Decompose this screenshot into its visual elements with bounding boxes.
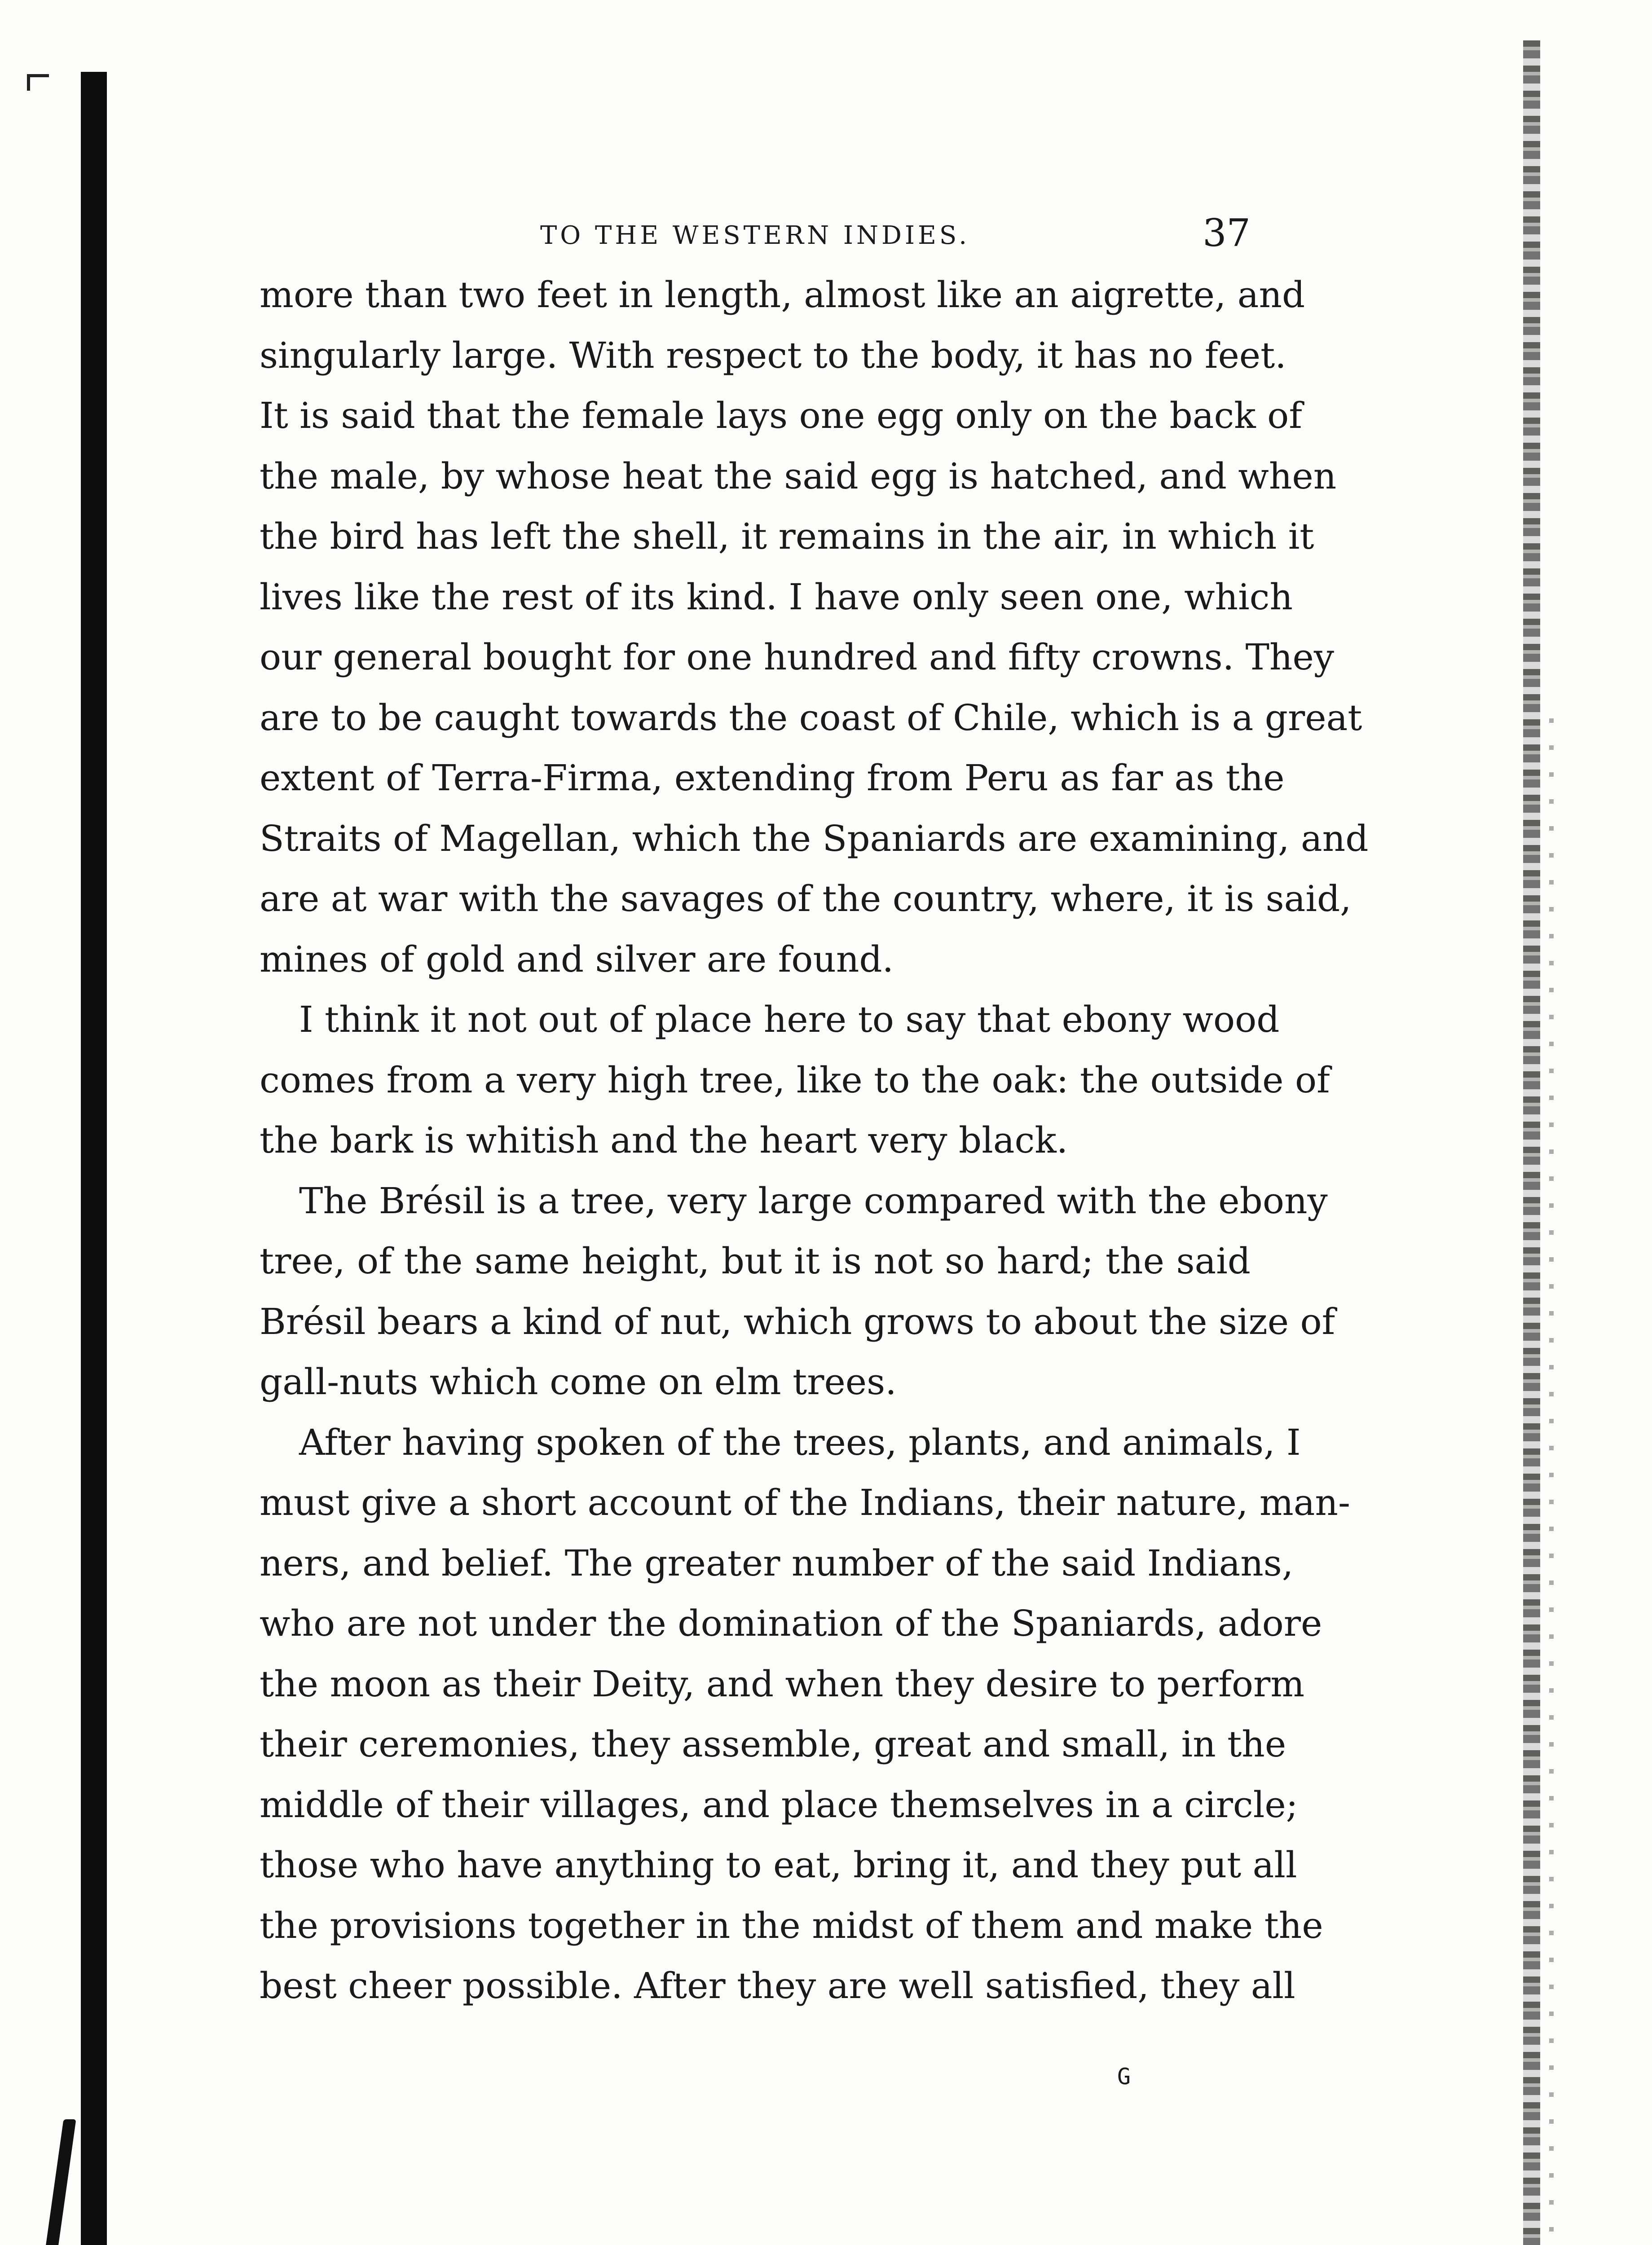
text-line: Straits of Magellan, which the Spaniards are examining, and: [260, 817, 1369, 859]
text-line: are to be caught towards the coast of Chile, which is a great: [260, 696, 1362, 739]
text-line: best cheer possible. After they are well satisfied, they all: [260, 1965, 1295, 2007]
paragraph: [260, 1413, 1350, 2016]
signature-mark: G: [1117, 2064, 1131, 2090]
text-line: middle of their villages, and place themselves in a circle;: [260, 1783, 1298, 1826]
page-edge-shadow: [1523, 40, 1540, 2245]
text-line: After having spoken of the trees, plants, and animals, I: [299, 1421, 1301, 1463]
text-line: comes from a very high tree, like to the oak: the outside of: [260, 1059, 1330, 1101]
text-line: the provisions together in the midst of them and make the: [260, 1904, 1323, 1946]
paragraph: [260, 1171, 1335, 1413]
text-line: their ceremonies, they assemble, great and small, in the: [260, 1723, 1286, 1765]
text-line: gall-nuts which come on elm trees.: [260, 1361, 897, 1403]
text-line: Brésil bears a kind of nut, which grows to about the size of: [260, 1300, 1335, 1343]
scan-artifact-top: [27, 74, 49, 91]
binding-shadow: [81, 72, 107, 2245]
text-line: the bark is whitish and the heart very black.: [260, 1119, 1068, 1161]
text-line: It is said that the female lays one egg only on the back of: [260, 395, 1302, 436]
text-line: more than two feet in length, almost like an aigrette, and: [260, 274, 1305, 316]
running-head: [260, 211, 1251, 265]
text-line: the moon as their Deity, and when they desire to perform: [260, 1663, 1305, 1705]
paragraph: [260, 265, 1369, 990]
text-line: are at war with the savages of the country, where, it is said,: [260, 878, 1352, 920]
text-line: those who have anything to eat, bring it, and they put all: [260, 1844, 1297, 1886]
page-number: 37: [1203, 211, 1251, 255]
text-line: tree, of the same height, but it is not so hard; the said: [260, 1240, 1251, 1282]
text-line: our general bought for one hundred and fifty crowns. They: [260, 636, 1335, 678]
text-line: I think it not out of place here to say that ebony wood: [299, 999, 1280, 1040]
text-block: [260, 211, 1369, 2016]
page-edge-specks: [1549, 718, 1554, 2245]
paragraph: [260, 990, 1330, 1171]
scan-artifact-bottom: [37, 2119, 76, 2245]
text-line: lives like the rest of its kind. I have only seen one, which: [260, 576, 1293, 618]
text-line: ners, and belief. The greater number of the said Indians,: [260, 1542, 1294, 1584]
text-line: The Brésil is a tree, very large compared with the ebony: [299, 1180, 1328, 1222]
text-line: the male, by whose heat the said egg is hatched, and when: [260, 455, 1337, 497]
text-line: extent of Terra-Firma, extending from Peru as far as the: [260, 757, 1285, 799]
text-line: who are not under the domination of the Spaniards, adore: [260, 1602, 1322, 1644]
body-text: [260, 265, 1369, 2016]
running-title: TO THE WESTERN INDIES.: [540, 221, 970, 250]
text-line: mines of gold and silver are found.: [260, 938, 894, 980]
text-line: singularly large. With respect to the body, it has no feet.: [260, 334, 1286, 376]
text-line: the bird has left the shell, it remains in the air, in which it: [260, 515, 1314, 557]
text-line: must give a short account of the Indians, their nature, man-: [260, 1482, 1350, 1523]
